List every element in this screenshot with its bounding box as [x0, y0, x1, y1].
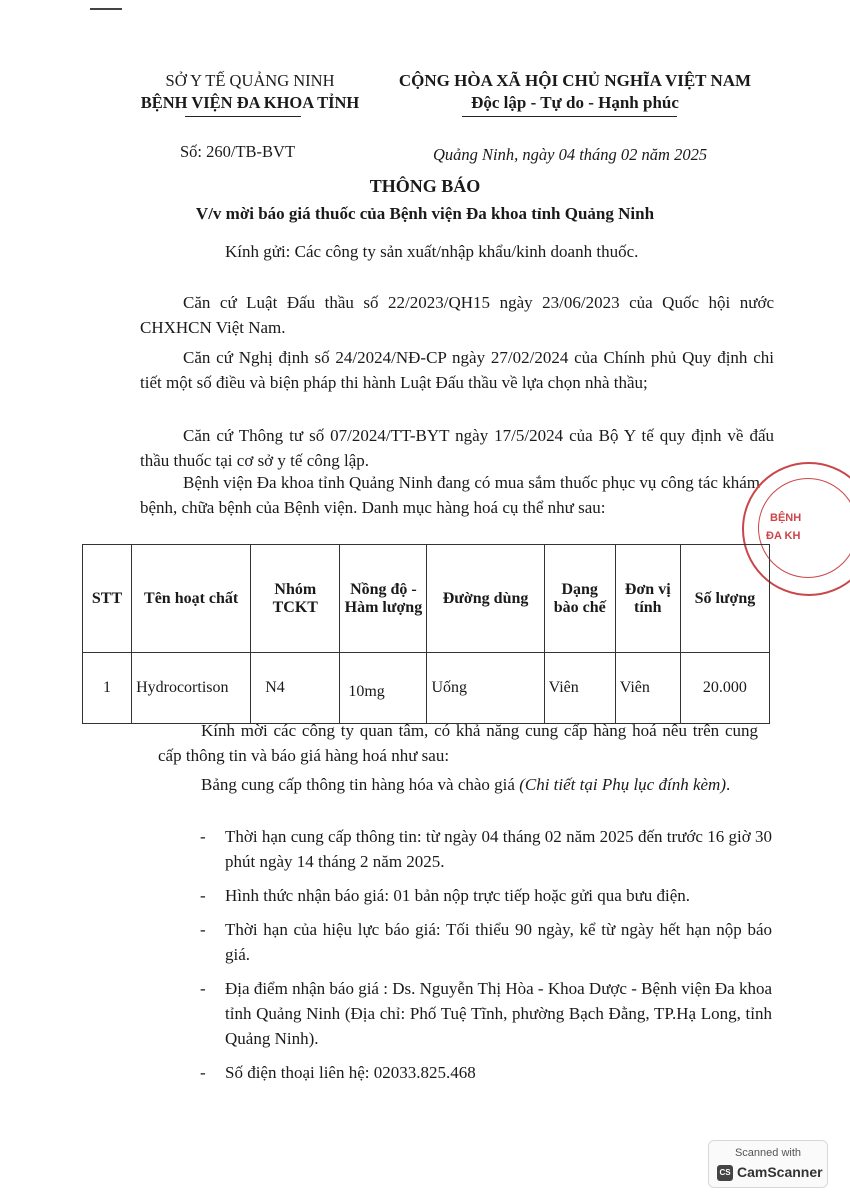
seal-inner-ring [758, 478, 850, 578]
header-route: Đường dùng [427, 545, 544, 653]
paragraph-circular-text: Căn cứ Thông tư số 07/2024/TT-BYT ngày 17/5/2024 của Bộ Y tế quy định về đấu thầu thuốc tại cơ sở y tế công lập. [140, 426, 774, 470]
header-form: Dạng bào chế [544, 545, 615, 653]
header-name: Tên hoạt chất [132, 545, 251, 653]
paragraph-decree [140, 345, 774, 395]
paragraph-decree-text: Căn cứ Nghị định số 24/2024/NĐ-CP ngày 27/02/2024 của Chính phủ Quy định chi tiết một số điều và biện pháp thi hành Luật Đấu thầu về lựa chọn nhà thầu; [140, 348, 774, 392]
camscanner-watermark [708, 1140, 828, 1188]
camscanner-logo-icon: CS [717, 1165, 733, 1181]
motto: Độc lập - Tự do - Hạnh phúc [471, 93, 679, 112]
cell-unit: Viên [615, 653, 680, 724]
info-tail: . [725, 775, 731, 794]
document-subject: V/v mời báo giá thuốc của Bệnh viện Đa khoa tỉnh Quảng Ninh [195, 204, 655, 223]
list-dash: - [200, 920, 206, 939]
cell-name: Hydrocortison [132, 653, 251, 724]
org-department: SỞ Y TẾ QUẢNG NINH [165, 71, 335, 90]
seal-text-2: ĐA KH [766, 530, 801, 542]
scanned-with-text: Scanned with [734, 1147, 802, 1159]
header-group: Nhóm TCKT [251, 545, 340, 653]
cell-qty: 20.000 [680, 653, 769, 724]
list-item [200, 917, 772, 967]
paragraph-procurement-text: Bệnh viện Đa khoa tỉnh Quảng Ninh đang có mua sắm thuốc phục vụ công tác khám bệnh, chữa bệnh của Bệnh viện. Danh mục hàng hoá cụ thể như sau: [140, 473, 760, 517]
cell-stt: 1 [83, 653, 132, 724]
scan-artifact-mark [90, 8, 122, 10]
table-header-row [83, 545, 770, 653]
country-name: CỘNG HÒA XÃ HỘI CHỦ NGHĨA VIỆT NAM [398, 71, 752, 90]
document-date: Quảng Ninh, ngày 04 tháng 02 năm 2025 [433, 145, 708, 164]
info-note: (Chi tiết tại Phụ lục đính kèm) [519, 775, 726, 794]
paragraph-invite-text: Kính mời các công ty quan tâm, có khả năng cung cấp hàng hoá nêu trên cung cấp thông tin và báo giá hàng hoá như sau: [158, 721, 758, 765]
info-lead: Bảng cung cấp thông tin hàng hóa và chào giá [201, 775, 520, 794]
org-underline [185, 116, 301, 117]
list-item-text: Số điện thoại liên hệ: 02033.825.468 [225, 1063, 476, 1082]
list-item-text: Thời hạn của hiệu lực báo giá: Tối thiểu 90 ngày, kể từ ngày hết hạn nộp báo giá. [225, 920, 772, 964]
paragraph-procurement [140, 470, 760, 520]
header-stt: STT [83, 545, 132, 653]
list-item [200, 824, 772, 874]
list-item [200, 883, 772, 908]
header-strength: Nồng độ - Hàm lượng [340, 545, 427, 653]
cell-route: Uống [427, 653, 544, 724]
document-title: THÔNG BÁO [369, 176, 481, 196]
list-item [200, 976, 772, 1051]
org-hospital: BỆNH VIỆN ĐA KHOA TỈNH [140, 93, 360, 112]
camscanner-brand: CamScanner [737, 1164, 823, 1180]
issuing-organization [120, 70, 380, 114]
cell-form: Viên [544, 653, 615, 724]
document-number: Số: 260/TB-BVT [180, 142, 296, 161]
paragraph-invite [158, 718, 758, 768]
conditions-list [200, 824, 772, 1094]
list-dash: - [200, 827, 206, 846]
paragraph-law [140, 290, 774, 340]
paragraph-info [158, 772, 778, 797]
list-item-text: Địa điểm nhận báo giá : Ds. Nguyễn Thị Hòa - Khoa Dược - Bệnh viện Đa khoa tỉnh Quảng Ninh (Địa chỉ: Phố Tuệ Tĩnh, phường Bạch Đằng, TP.Hạ Long, tỉnh Quảng Ninh). [225, 979, 772, 1048]
list-dash: - [200, 886, 206, 905]
list-dash: - [200, 979, 206, 998]
national-motto [385, 70, 765, 114]
list-item [200, 1060, 772, 1085]
goods-table [82, 544, 770, 724]
recipient: Kính gửi: Các công ty sản xuất/nhập khẩu/kinh doanh thuốc. [225, 242, 639, 261]
table-row [83, 653, 770, 724]
cell-group: N4 [251, 653, 340, 724]
list-item-text: Thời hạn cung cấp thông tin: từ ngày 04 tháng 02 năm 2025 đến trước 16 giờ 30 phút ngày 14 tháng 2 năm 2025. [225, 827, 772, 871]
cell-strength: 10mg [340, 653, 427, 724]
header-qty: Số lượng [680, 545, 769, 653]
header-unit: Đơn vị tính [615, 545, 680, 653]
paragraph-circular [140, 423, 774, 473]
seal-text-1: BỆNH [770, 512, 802, 524]
list-item-text: Hình thức nhận báo giá: 01 bản nộp trực tiếp hoặc gửi qua bưu điện. [225, 886, 691, 905]
paragraph-law-text: Căn cứ Luật Đấu thầu số 22/2023/QH15 ngày 23/06/2023 của Quốc hội nước CHXHCN Việt Nam. [140, 293, 774, 337]
list-dash: - [200, 1063, 206, 1082]
motto-underline [462, 116, 677, 117]
